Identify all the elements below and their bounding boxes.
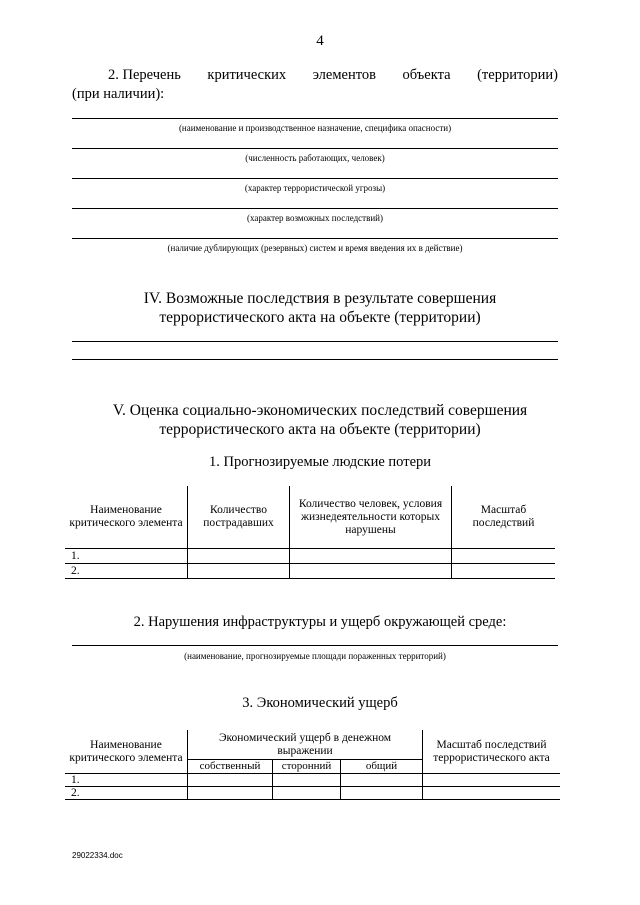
table-cell bbox=[423, 787, 561, 800]
table-subheader: общий bbox=[341, 760, 423, 774]
section2-title-word: критических bbox=[207, 67, 287, 83]
table-row bbox=[65, 564, 555, 579]
table-header: Наименование критического элемента bbox=[65, 730, 188, 774]
section2-title-word: элементов bbox=[312, 67, 376, 83]
field-caption: (численность работающих, человек) bbox=[245, 153, 385, 163]
table-row bbox=[65, 549, 555, 564]
table-cell bbox=[188, 787, 273, 800]
table-header: Количество пострадавших bbox=[188, 486, 290, 549]
table-header-row bbox=[65, 730, 560, 760]
section2-title-line2: (при наличии): bbox=[72, 86, 165, 102]
table-cell bbox=[188, 549, 290, 564]
table-cell bbox=[273, 774, 341, 787]
table-row bbox=[65, 774, 560, 787]
fill-line bbox=[72, 118, 558, 119]
fill-line bbox=[72, 238, 558, 239]
file-name-footer: 29022334.doc bbox=[72, 851, 123, 860]
page-number: 4 bbox=[316, 33, 324, 49]
table-header-row bbox=[65, 486, 555, 549]
fill-line bbox=[72, 208, 558, 209]
section2-title-word: объекта bbox=[402, 67, 451, 83]
human-losses-table bbox=[65, 486, 555, 579]
table-cell bbox=[290, 564, 452, 579]
table-cell bbox=[341, 774, 423, 787]
section5-heading-line1: V. Оценка социально-экономических последствий совершения bbox=[112, 402, 528, 419]
table-cell bbox=[452, 564, 556, 579]
section2-title-word: 2. Перечень bbox=[108, 67, 181, 83]
table-header-group: Экономический ущерб в денежном выражении bbox=[188, 730, 423, 760]
field-caption: (характер возможных последствий) bbox=[246, 213, 383, 223]
table-cell bbox=[423, 774, 561, 787]
infrastructure-heading: 2. Нарушения инфраструктуры и ущерб окружающей среде: bbox=[133, 614, 507, 630]
table-header: Масштаб последствий террористического акта bbox=[423, 730, 561, 774]
fill-line bbox=[72, 178, 558, 179]
human-losses-heading: 1. Прогнозируемые людские потери bbox=[208, 454, 432, 470]
section5-heading bbox=[40, 401, 600, 439]
section4-heading-line1: IV. Возможные последствия в результате совершения bbox=[143, 290, 497, 307]
section5-heading-line2: террористического акта на объекте (территории) bbox=[159, 421, 481, 438]
section4-heading bbox=[40, 289, 600, 327]
row-number: 1. bbox=[65, 549, 188, 564]
table-subheader: собственный bbox=[188, 760, 273, 774]
table-cell bbox=[273, 787, 341, 800]
table-row bbox=[65, 787, 560, 800]
fill-line bbox=[72, 341, 558, 342]
row-number: 2. bbox=[65, 787, 188, 800]
table-cell bbox=[341, 787, 423, 800]
field-caption: (наличие дублирующих (резервных) систем и время введения их в действие) bbox=[167, 243, 463, 253]
table-header: Масштаб последствий bbox=[452, 486, 556, 549]
row-number: 2. bbox=[65, 564, 188, 579]
table-cell bbox=[290, 549, 452, 564]
section2-title bbox=[72, 67, 558, 84]
table-cell bbox=[188, 564, 290, 579]
section2-title-word: (территории) bbox=[477, 67, 558, 83]
economic-damage-table bbox=[65, 730, 560, 800]
row-number: 1. bbox=[65, 774, 188, 787]
fill-line bbox=[72, 148, 558, 149]
table-cell bbox=[188, 774, 273, 787]
field-caption: (наименование, прогнозируемые площади пораженных территорий) bbox=[184, 651, 446, 661]
fill-line bbox=[72, 359, 558, 360]
table-header: Количество человек, условия жизнедеятельности которых нарушены bbox=[290, 486, 452, 549]
economic-damage-heading: 3. Экономический ущерб bbox=[242, 695, 398, 711]
section4-heading-line2: террористического акта на объекте (территории) bbox=[159, 309, 481, 326]
table-cell bbox=[452, 549, 556, 564]
table-subheader: сторонний bbox=[273, 760, 341, 774]
field-caption: (наименование и производственное назначение, специфика опасности) bbox=[178, 123, 452, 133]
fill-line bbox=[72, 645, 558, 646]
field-caption: (характер террористической угрозы) bbox=[244, 183, 386, 193]
table-header: Наименование критического элемента bbox=[65, 486, 188, 549]
